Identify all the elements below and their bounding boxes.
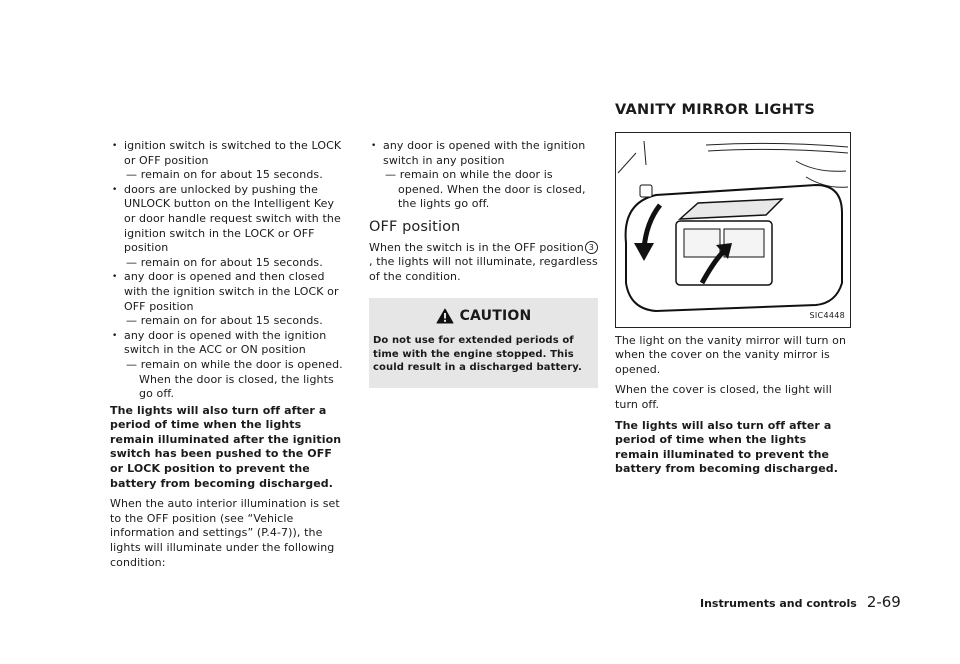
- callout-number: 3: [585, 241, 598, 254]
- list-item: • any door is opened with the ignition switch in the ACC or ON position: [110, 329, 348, 358]
- list-subitem: — remain on for about 15 seconds.: [126, 168, 323, 182]
- bold-note: The lights will also turn off after a period of time when the lights remain illuminated after the ignition switch has been pushed to the OFF or LOCK position to prevent the battery from becoming discharged.: [110, 403, 342, 490]
- warning-icon: [436, 308, 454, 324]
- paragraph: When the auto interior illumination is set to the OFF position (see “Vehicle information and settings” (P.4-7)), the lights will illuminate under the following condition:: [110, 497, 340, 569]
- list-item: • any door is opened and then closed with the ignition switch in the LOCK or OFF position: [110, 270, 348, 314]
- figure-caption: SIC4448: [809, 311, 845, 320]
- list-subitem: — remain on for about 15 seconds.: [126, 255, 323, 269]
- column-middle: [369, 139, 599, 388]
- caution-title: CAUTION: [459, 308, 532, 325]
- bold-note: The lights will also turn off after a period of time when the lights remain illuminated to prevent the battery from becoming discharged.: [615, 418, 839, 476]
- column-right: [615, 103, 853, 483]
- vanity-mirror-illustration: [616, 133, 850, 327]
- off-position-heading: OFF position: [369, 218, 461, 235]
- list-subitem: — remain on while the door is opened. When the door is closed, the lights go off.: [126, 357, 343, 401]
- list-subitem: — remain on for about 15 seconds.: [126, 314, 323, 328]
- list-item: • any door is opened with the ignition switch in any position: [369, 139, 599, 168]
- caution-text: Do not use for extended periods of time with the engine stopped. This could result in a discharged battery.: [373, 335, 582, 374]
- section-title: VANITY MIRROR LIGHTS: [615, 102, 816, 118]
- section-body: [615, 334, 853, 477]
- footer-section: Instruments and controls: [700, 597, 857, 610]
- paragraph: When the switch is in the OFF position 3, the lights will not illuminate, regardless of the condition.: [369, 240, 598, 283]
- page-number: 2-69: [866, 593, 901, 611]
- paragraph: When the cover is closed, the light will turn off.: [615, 383, 832, 411]
- column-left: [110, 139, 348, 570]
- list-subitem: — remain on while the door is opened. When the door is closed, the lights go off.: [385, 168, 586, 211]
- paragraph: The light on the vanity mirror will turn on when the cover on the vanity mirror is opened.: [615, 333, 847, 376]
- list-item: • ignition switch is switched to the LOCK or OFF position: [110, 139, 348, 168]
- caution-box: [369, 298, 598, 388]
- list-item: • doors are unlocked by pushing the UNLOCK button on the Intelligent Key or door handle request switch with the ignition switch in the LOCK or OFF position: [110, 183, 348, 256]
- vanity-mirror-figure: [615, 132, 851, 328]
- page-footer: [700, 593, 901, 611]
